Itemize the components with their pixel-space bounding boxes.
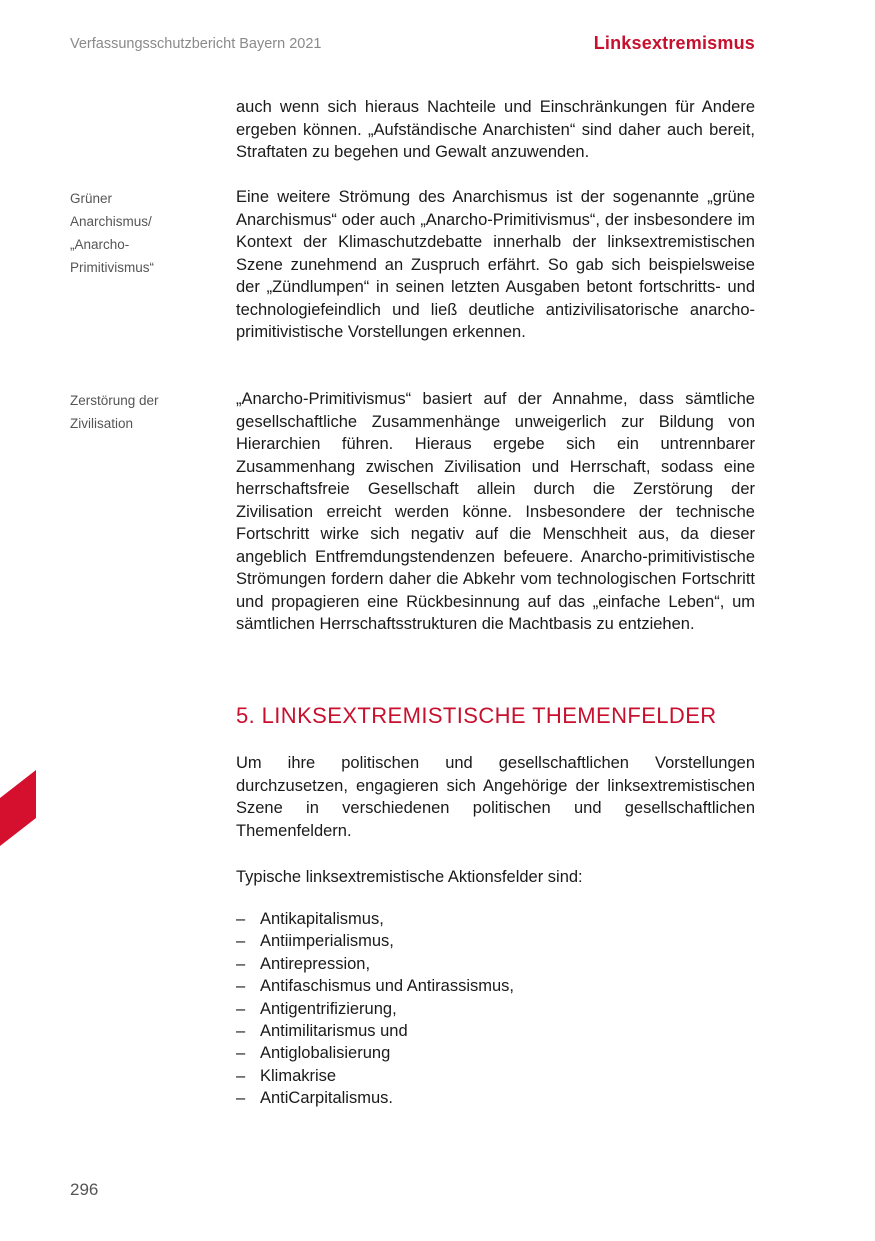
- list-item-text: Antirepression,: [260, 954, 371, 973]
- list-item: [236, 1020, 755, 1042]
- list-item: [236, 1065, 755, 1087]
- paragraph-1: auch wenn sich hieraus Nachteile und Einschränkungen für Andere ergeben können. „Aufständische Anarchisten“ sind daher auch bereit, Straftaten zu begehen und Gewalt anzuwenden.: [236, 98, 755, 161]
- list-item-text: AntiCarpitalismus.: [260, 1089, 393, 1108]
- list-item-text: Antiglobalisierung: [260, 1044, 391, 1063]
- chapter-title: Linksextremismus: [593, 33, 755, 53]
- margin-note-line: Grüner: [70, 191, 113, 206]
- red-marker-shape: [0, 770, 36, 846]
- list-item: [236, 908, 755, 930]
- action-fields-list: [236, 908, 755, 1110]
- paragraph-3: „Anarcho-Primitivismus“ basiert auf der Annahme, dass sämtliche gesellschaftliche Zusammenhänge unweigerlich zur Bildung von Hierarchien führen. Hieraus ergebe sich ein untrennbarer Zusammenhang zwischen Zivilisation und Herrschaft, sodass eine herrschaftsfreie Gesellschaft allein durch die Zerstörung der Zivilisation erreicht werden könne. Insbesondere der technische Fortschritt wirke sich negativ auf die Menschheit aus, da dieser angeblich Entfremdungstendenzen befeuere. Anarcho-primitivistische Strömungen fordern daher die Abkehr vom technologischen Fortschritt und propagieren eine Rückbesinnung auf das „einfache Leben“, um sämtlichen Herrschaftsstrukturen die Machtbasis zu entziehen.: [236, 390, 755, 633]
- page-number: 296: [70, 1180, 99, 1199]
- margin-note-line: Zivilisation: [70, 416, 134, 431]
- paragraph-4: Um ihre politischen und gesellschaftlichen Vorstellungen durchzusetzen, engagieren sich Angehörige der linksextremistischen Szene in verschiedenen politischen und gesellschaftlichen Themenfeldern.: [236, 754, 755, 840]
- list-item: [236, 975, 755, 997]
- margin-note-line: Primitivismus“: [70, 260, 154, 275]
- margin-note-line: Anarchismus/: [70, 214, 152, 229]
- list-dash: –: [236, 1089, 246, 1108]
- red-margin-marker: [0, 770, 36, 846]
- list-dash: –: [236, 999, 246, 1018]
- section-heading: 5. LINKSEXTREMISTISCHE THEMENFELDER: [236, 703, 717, 728]
- paragraph-2: Eine weitere Strömung des Anarchismus ist der sogenannte „grüne Anarchismus“ oder auch „Anarcho-Primitivismus“, der insbesondere im Kontext der Klimaschutzdebatte innerhalb der linksextremistischen Szene zunehmend an Zuspruch erfährt. So gab sich beispielsweise der „Zündlumpen“ in seinen letzten Ausgaben betont fortschritts- und technologiefeindlich und ließ deutliche antizivilisatorische anarcho-primitivistische Vorstellungen erkennen.: [236, 188, 755, 341]
- margin-note-line: „Anarcho-: [70, 237, 130, 252]
- list-item-text: Antiimperialismus,: [260, 932, 394, 951]
- list-dash: –: [236, 1044, 246, 1063]
- margin-note-destruction-civilisation: [70, 389, 210, 435]
- list-item-text: Antifaschismus und Antirassismus,: [260, 977, 515, 996]
- list-item-text: Antimilitarismus und: [260, 1022, 408, 1041]
- list-item: [236, 998, 755, 1020]
- margin-note-line: Zerstörung der: [70, 393, 159, 408]
- list-dash: –: [236, 1022, 246, 1041]
- list-item-text: Klimakrise: [260, 1066, 337, 1085]
- list-dash: –: [236, 910, 246, 928]
- paragraph-5: Typische linksextremistische Aktionsfelder sind:: [236, 868, 583, 886]
- list-dash: –: [236, 932, 246, 951]
- list-item: [236, 1042, 755, 1064]
- list-item: [236, 930, 755, 952]
- running-header-title: Verfassungsschutzbericht Bayern 2021: [70, 36, 322, 52]
- list-dash: –: [236, 954, 246, 973]
- list-item: [236, 1087, 755, 1109]
- list-item-text: Antikapitalismus,: [260, 910, 384, 928]
- margin-note-green-anarchism: [70, 187, 210, 279]
- list-item-text: Antigentrifizierung,: [260, 999, 397, 1018]
- list-dash: –: [236, 1066, 246, 1085]
- list-dash: –: [236, 977, 246, 996]
- list-item: [236, 953, 755, 975]
